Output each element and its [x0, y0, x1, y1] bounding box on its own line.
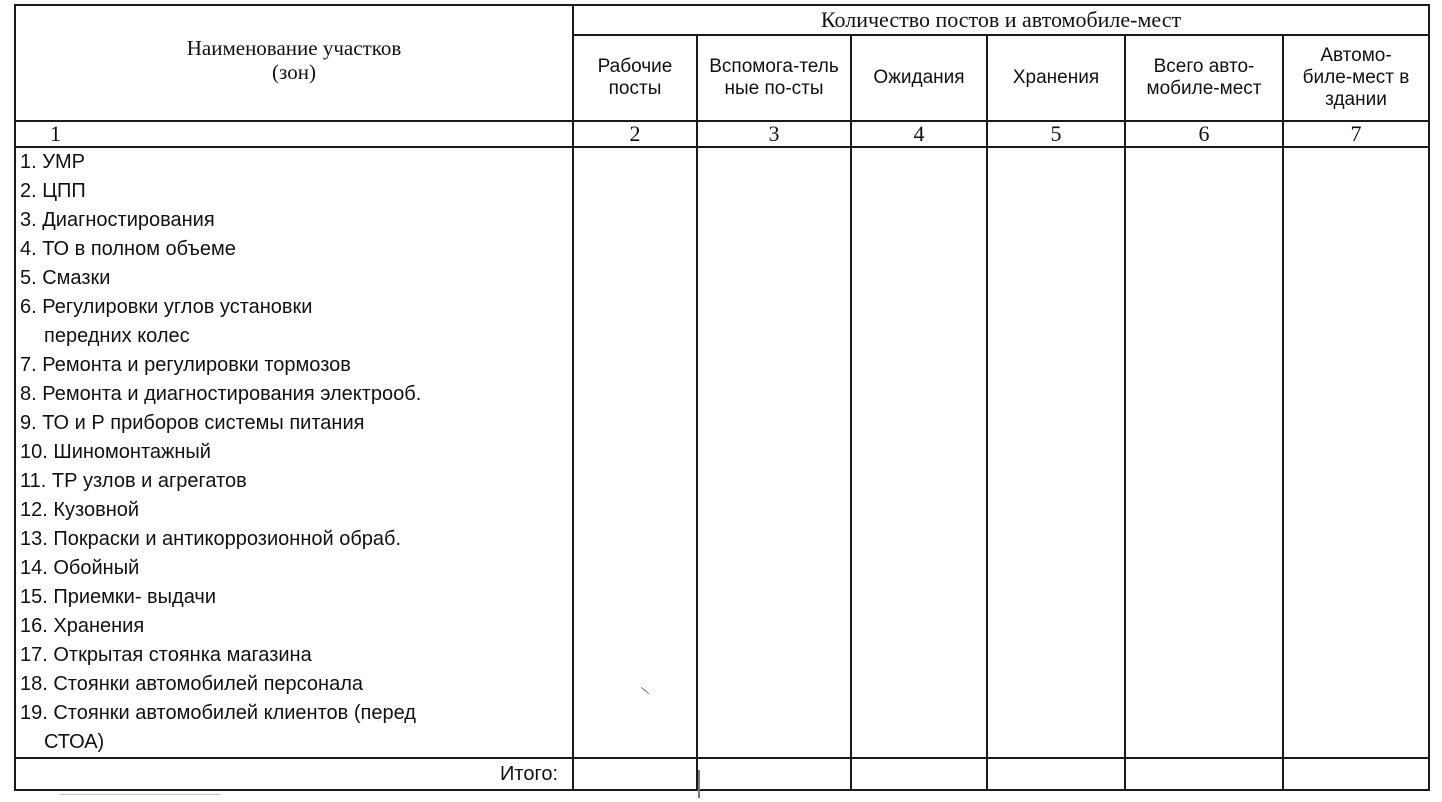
zone-item: 8. Ремонта и диагностирования электрооб.: [20, 383, 422, 405]
col-number-3: 3: [697, 121, 851, 147]
cell-working-posts: [573, 147, 697, 758]
col-number-6: 6: [1125, 121, 1283, 147]
zone-header-text: Наименование участков (зон): [186, 36, 402, 84]
zone-list: [15, 147, 573, 758]
zone-column-header: [15, 5, 573, 121]
cell-total-places: [1125, 147, 1283, 758]
posts-table: [14, 4, 1430, 791]
zone-item: 15. Приемки- выдачи: [20, 586, 216, 608]
posts-table-container: [14, 4, 1428, 790]
total-places-in-building: [1283, 758, 1429, 790]
col-header-storage: Хранения: [987, 35, 1125, 121]
col-header-working-posts: Рабочие посты: [573, 35, 697, 121]
scan-speck: [60, 794, 220, 795]
col-number-1: 1: [15, 121, 573, 147]
zone-item: 10. Шиномонтажный: [20, 441, 211, 463]
col-number-4: 4: [851, 121, 987, 147]
total-storage: [987, 758, 1125, 790]
zone-item: 11. ТР узлов и агрегатов: [20, 470, 247, 492]
zone-item: 14. Обойный: [20, 557, 140, 579]
zone-item: 16. Хранения: [20, 615, 145, 637]
total-total-places: [1125, 758, 1283, 790]
total-working-posts: [573, 758, 697, 790]
cell-waiting: [851, 147, 987, 758]
zone-item: 17. Открытая стоянка магазина: [20, 644, 312, 666]
total-auxiliary-posts: [697, 758, 851, 790]
group-header: Количество постов и автомобиле-мест: [573, 5, 1429, 35]
zone-item: 3. Диагностирования: [20, 209, 215, 231]
zone-item: 6. Регулировки углов установки: [20, 296, 313, 318]
col-number-2: 2: [573, 121, 697, 147]
zone-item: 7. Ремонта и регулировки тормозов: [20, 354, 351, 376]
col-header-places-in-building: Автомо-биле-мест в здании: [1283, 35, 1429, 121]
cell-auxiliary-posts: [697, 147, 851, 758]
zone-item: 12. Кузовной: [20, 499, 140, 521]
zone-item: 9. ТО и Р приборов системы питания: [20, 412, 365, 434]
zone-item: 13. Покраски и антикоррозионной обраб.: [20, 528, 402, 550]
col-header-auxiliary-posts: Вспомога-тельные по-сты: [697, 35, 851, 121]
zone-item: 2. ЦПП: [20, 180, 86, 202]
total-label: Итого:: [15, 758, 573, 790]
zone-item-continuation: передних колес: [44, 325, 190, 347]
zone-item-continuation: СТОА): [44, 731, 105, 753]
col-number-7: 7: [1283, 121, 1429, 147]
zone-item: 19. Стоянки автомобилей клиентов (перед: [20, 702, 416, 724]
col-header-total-places: Всего авто-мобиле-мест: [1125, 35, 1283, 121]
zone-item: 18. Стоянки автомобилей персонала: [20, 673, 363, 695]
scan-speck: [698, 770, 700, 798]
zones-body-row: [15, 147, 1429, 758]
total-waiting: [851, 758, 987, 790]
cell-storage: [987, 147, 1125, 758]
col-number-5: 5: [987, 121, 1125, 147]
zone-item: 1. УМР: [20, 151, 85, 173]
column-numbers-row: [15, 121, 1429, 147]
zone-item: 5. Смазки: [20, 267, 111, 289]
col-header-waiting: Ожидания: [851, 35, 987, 121]
total-row: [15, 758, 1429, 790]
zone-item: 4. ТО в полном объеме: [20, 238, 236, 260]
cell-places-in-building: [1283, 147, 1429, 758]
